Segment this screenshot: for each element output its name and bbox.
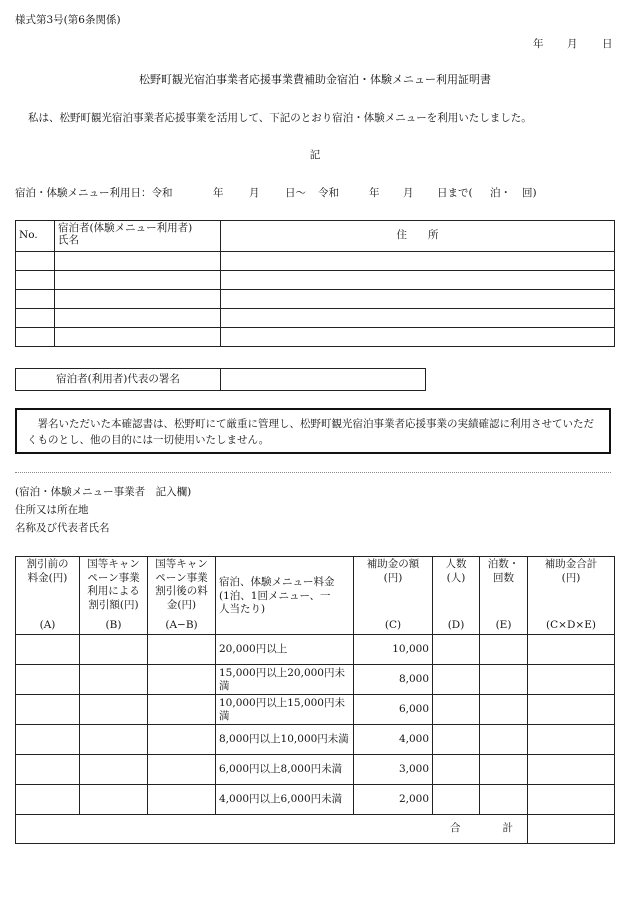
guest-no-cell[interactable] — [16, 252, 55, 271]
fee-header-text: 割引前の 料金(円) — [26, 558, 69, 584]
form-id: 様式第3号(第6条関係) — [15, 14, 121, 26]
fee-a-cell[interactable] — [16, 665, 80, 695]
fee-table — [15, 556, 615, 844]
signature-field[interactable] — [221, 369, 426, 391]
ki-label: 記 — [309, 149, 321, 161]
guest-address-cell[interactable] — [221, 290, 615, 309]
usage-day-1: 日〜 — [285, 187, 306, 199]
fee-header-code: (B) — [105, 619, 122, 632]
fee-b-cell[interactable] — [80, 725, 148, 755]
guest-address-cell[interactable] — [221, 271, 615, 290]
fee-ab-cell[interactable] — [148, 785, 216, 815]
usage-month-2: 月 — [403, 187, 414, 199]
guest-row — [16, 309, 615, 328]
fee-amount-cell: 3,000 — [354, 755, 433, 785]
fee-header-cell — [148, 557, 216, 635]
fee-total-cell[interactable] — [528, 635, 615, 665]
fee-a-cell[interactable] — [16, 785, 80, 815]
fee-header-text: 人数 (人) — [445, 558, 467, 584]
privacy-notice-text: 署名いただいた本確認書は、松野町にて厳重に管理し、松野町観光宿泊事業者応援事業の実績確認に利用させていただくものとし、他の目的には一切使用いたしません。 — [27, 418, 594, 447]
fee-header-text: 泊数・ 回数 — [487, 558, 520, 584]
fee-header-code: (C) — [384, 619, 402, 632]
fee-range-cell: 4,000円以上6,000円未満 — [216, 785, 354, 815]
fee-b-cell[interactable] — [80, 635, 148, 665]
fee-header-cell — [480, 557, 528, 635]
fee-amount-cell: 6,000 — [354, 695, 433, 725]
year-label: 年 — [533, 38, 544, 50]
fee-total-label: 合 計 — [16, 815, 528, 844]
usage-kai: 回) — [522, 187, 537, 199]
fee-row — [16, 755, 615, 785]
fee-row — [16, 695, 615, 725]
guest-address-cell[interactable] — [221, 328, 615, 347]
fee-header-cell — [16, 557, 80, 635]
fee-b-cell[interactable] — [80, 755, 148, 785]
guest-col-name: 宿泊者(体験メニュー利用者) 氏名 — [55, 221, 221, 252]
fee-a-cell[interactable] — [16, 635, 80, 665]
fee-ab-cell[interactable] — [148, 665, 216, 695]
operator-name-label: 名称及び代表者氏名 — [15, 522, 110, 534]
fee-ab-cell[interactable] — [148, 695, 216, 725]
fee-d-cell[interactable] — [433, 635, 480, 665]
fee-e-cell[interactable] — [480, 665, 528, 695]
fee-amount-cell: 4,000 — [354, 725, 433, 755]
fee-header-text: 補助金の額 (円) — [366, 558, 420, 584]
fee-e-cell[interactable] — [480, 785, 528, 815]
fee-range-cell: 15,000円以上20,000円未満 — [216, 665, 354, 695]
fee-total-cell[interactable] — [528, 695, 615, 725]
fee-header-cell — [433, 557, 480, 635]
fee-a-cell[interactable] — [16, 755, 80, 785]
fee-d-cell[interactable] — [433, 725, 480, 755]
fee-ab-cell[interactable] — [148, 725, 216, 755]
guest-row — [16, 290, 615, 309]
guest-name-cell[interactable] — [55, 290, 221, 309]
fee-range-cell: 10,000円以上15,000円未満 — [216, 695, 354, 725]
fee-ab-cell[interactable] — [148, 755, 216, 785]
month-label: 月 — [567, 38, 578, 50]
fee-total-cell[interactable] — [528, 725, 615, 755]
operator-heading: (宿泊・体験メニュー事業者 記入欄) — [15, 486, 192, 498]
fee-header-cell — [216, 557, 354, 635]
guest-name-cell[interactable] — [55, 252, 221, 271]
usage-year-1: 年 — [213, 187, 224, 199]
guest-col-address: 住 所 — [221, 221, 615, 252]
fee-row — [16, 785, 615, 815]
fee-d-cell[interactable] — [433, 695, 480, 725]
usage-reiwa-2: 令和 — [318, 187, 339, 199]
fee-header-cell — [528, 557, 615, 635]
usage-month-1: 月 — [249, 187, 260, 199]
guest-no-cell[interactable] — [16, 290, 55, 309]
fee-total-cell[interactable] — [528, 785, 615, 815]
usage-year-2: 年 — [369, 187, 380, 199]
usage-haku: 泊・ — [490, 187, 511, 199]
day-label: 日 — [602, 38, 613, 50]
usage-end-label: 日まで( — [437, 187, 473, 199]
fee-d-cell[interactable] — [433, 785, 480, 815]
fee-a-cell[interactable] — [16, 695, 80, 725]
fee-header-cell — [80, 557, 148, 635]
usage-date-label: 宿泊・体験メニュー利用日：令和 — [15, 187, 173, 199]
fee-amount-cell: 2,000 — [354, 785, 433, 815]
fee-amount-cell: 8,000 — [354, 665, 433, 695]
fee-row — [16, 635, 615, 665]
guest-no-cell[interactable] — [16, 271, 55, 290]
fee-header-text: 補助金合計 (円) — [544, 558, 598, 584]
document-title: 松野町観光宿泊事業者応援事業費補助金宿泊・体験メニュー利用証明書 — [139, 73, 491, 86]
fee-header-code: (E) — [495, 619, 512, 632]
signature-table — [15, 368, 426, 391]
fee-b-cell[interactable] — [80, 785, 148, 815]
fee-e-cell[interactable] — [480, 635, 528, 665]
fee-e-cell[interactable] — [480, 755, 528, 785]
guest-address-cell[interactable] — [221, 252, 615, 271]
privacy-notice — [15, 408, 611, 454]
guest-col-no: No. — [16, 221, 55, 252]
guest-row — [16, 252, 615, 271]
fee-ab-cell[interactable] — [148, 635, 216, 665]
fee-total-cell[interactable] — [528, 665, 615, 695]
fee-header-text: 宿泊、体験メニュー料金 (1泊、1回メニュー、一 人当たり) — [219, 576, 335, 616]
guest-row — [16, 271, 615, 290]
fee-grand-total-cell[interactable] — [528, 815, 615, 844]
guest-address-cell[interactable] — [221, 309, 615, 328]
fee-total-row — [16, 815, 615, 844]
guest-name-cell[interactable] — [55, 271, 221, 290]
fee-header-code: (A) — [39, 619, 56, 632]
fee-b-cell[interactable] — [80, 695, 148, 725]
fee-range-cell: 20,000円以上 — [216, 635, 354, 665]
fee-header-text: 国等キャン ペーン事業 利用による 割引額(円) — [87, 558, 140, 611]
operator-address-label: 住所又は所在地 — [15, 504, 89, 516]
cut-line — [15, 472, 611, 473]
guest-name-cell[interactable] — [55, 328, 221, 347]
fee-e-cell[interactable] — [480, 725, 528, 755]
fee-total-cell[interactable] — [528, 755, 615, 785]
guest-header-row — [16, 221, 615, 252]
fee-header-text: 国等キャン ペーン事業 割引後の料 金(円) — [155, 558, 208, 611]
fee-header-row — [16, 557, 615, 635]
fee-range-cell: 8,000円以上10,000円未満 — [216, 725, 354, 755]
fee-d-cell[interactable] — [433, 755, 480, 785]
guest-no-cell[interactable] — [16, 309, 55, 328]
fee-range-cell: 6,000円以上8,000円未満 — [216, 755, 354, 785]
fee-header-code: (D) — [447, 619, 465, 632]
guest-no-cell[interactable] — [16, 328, 55, 347]
fee-row — [16, 725, 615, 755]
fee-d-cell[interactable] — [433, 665, 480, 695]
guest-name-cell[interactable] — [55, 309, 221, 328]
signature-label: 宿泊者(利用者)代表の署名 — [16, 369, 221, 391]
fee-b-cell[interactable] — [80, 665, 148, 695]
fee-a-cell[interactable] — [16, 725, 80, 755]
fee-row — [16, 665, 615, 695]
fee-header-cell — [354, 557, 433, 635]
fee-header-code: (A−B) — [165, 619, 198, 632]
guest-table — [15, 220, 615, 347]
fee-e-cell[interactable] — [480, 695, 528, 725]
guest-row — [16, 328, 615, 347]
fee-header-code: (C×D×E) — [546, 619, 596, 632]
fee-amount-cell: 10,000 — [354, 635, 433, 665]
intro-text: 私は、松野町観光宿泊事業者応援事業を活用して、下記のとおり宿泊・体験メニューを利用いたしました。 — [28, 112, 532, 124]
